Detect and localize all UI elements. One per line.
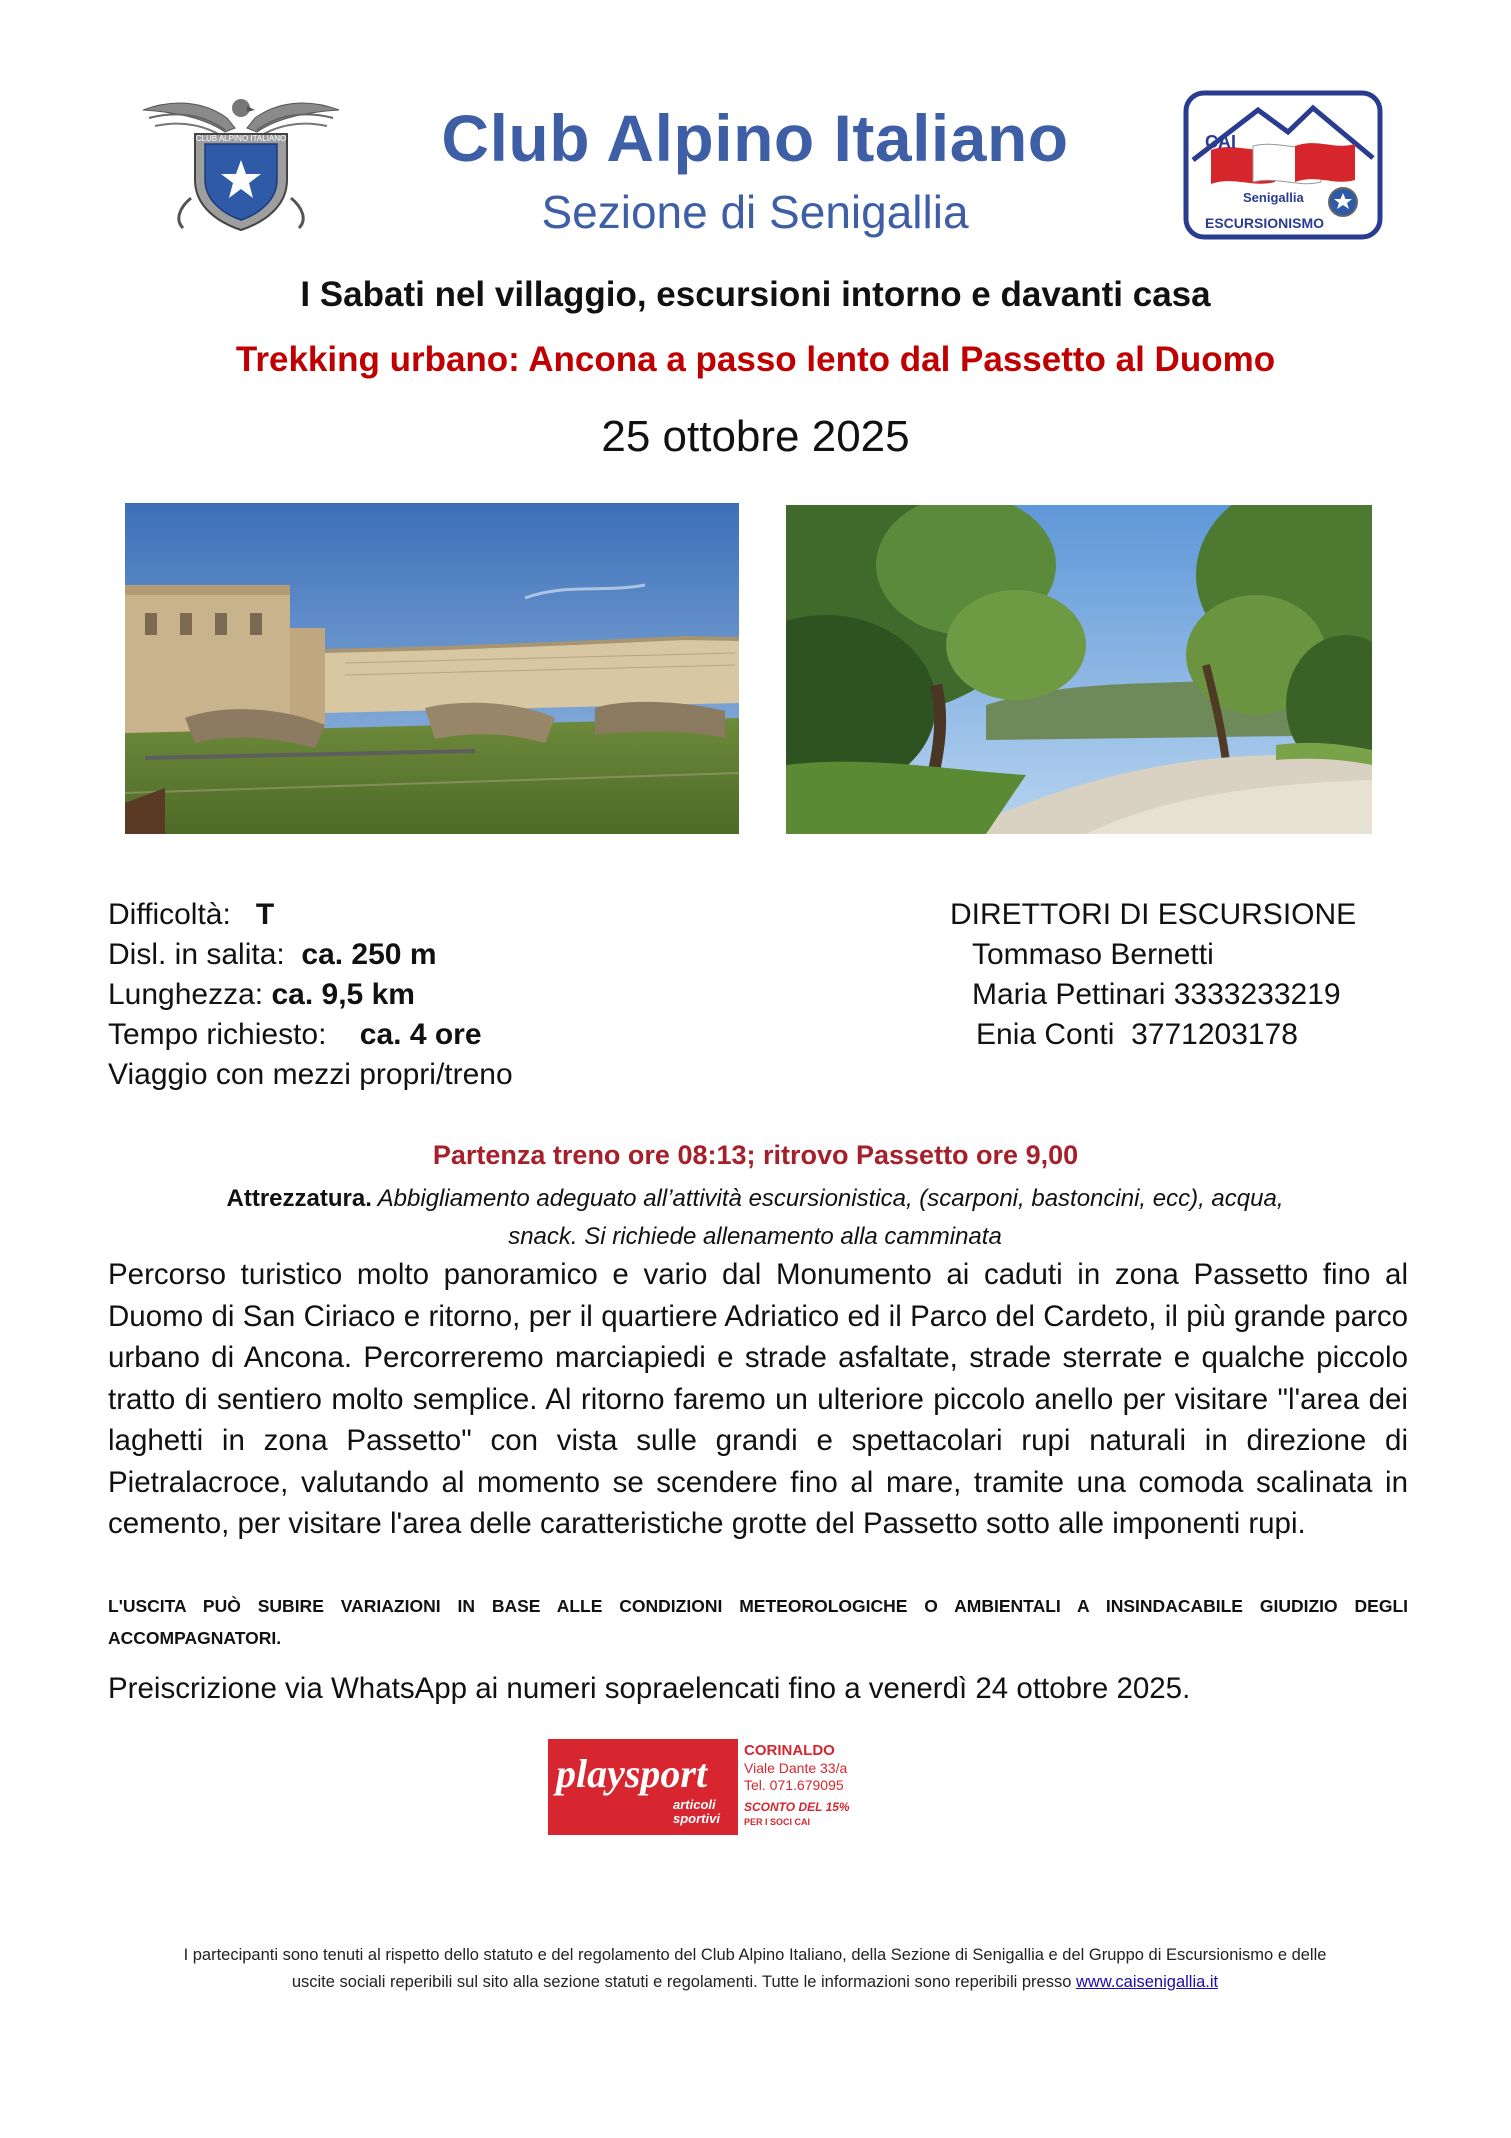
time-value: ca. 4 ore xyxy=(359,1018,482,1051)
page-title: Club Alpino Italiano xyxy=(441,101,1069,175)
meeting-info: Partenza treno ore 08:13; ritrovo Passetto ore 9,00 xyxy=(432,1140,1079,1170)
director-3: Enia Conti 3771203178 xyxy=(976,1018,1298,1051)
svg-text:CLUB ALPINO ITALIANO: CLUB ALPINO ITALIANO xyxy=(195,134,287,143)
director-2: Maria Pettinari 3333233219 xyxy=(972,978,1341,1011)
difficulty-label: Difficoltà: xyxy=(108,898,231,931)
director-1: Tommaso Bernetti xyxy=(972,938,1214,971)
directors-heading: DIRETTORI DI ESCURSIONE xyxy=(950,898,1357,931)
equipment-text: Abbigliamento adeguato all’attività escursionistica, (scarponi, bastoncini, ecc), acqua, xyxy=(377,1185,1284,1212)
equipment-label: Attrezzatura. xyxy=(226,1185,372,1212)
length-row xyxy=(108,975,808,1015)
elevation-value: ca. 250 m xyxy=(301,938,437,971)
event-title: Trekking urbano: Ancona a passo lento dal Passetto al Duomo xyxy=(235,340,1276,379)
svg-text:Viale Dante 33/a: Viale Dante 33/a xyxy=(744,1760,848,1776)
svg-text:Tel. 071.679095: Tel. 071.679095 xyxy=(744,1777,844,1793)
time-row xyxy=(108,1015,808,1055)
route-description: Percorso turistico molto panoramico e vario dal Monumento ai caduti in zona Passetto fino al Duomo di San Ciriaco e ritorno, per il quartiere Adriatico ed il Parco del Cardeto, il più grande parco urbano di Ancona. Percorreremo marciapiedi e strade asfaltate, strade sterrate e qualche piccolo tratto di sentiero molto semplice. Al ritorno faremo un ulteriore piccolo anello per visitare "l'area dei laghetti in zona Passetto" con vista sulle grandi e spettacolari rupi naturali in direzione di Pietralacroce, valutando al momento se scendere fino al mare, tramite una comoda scalinata in cemento, per visitare l'area delle caratteristiche grotte del Passetto sotto alle imponenti rupi. xyxy=(108,1258,1408,1540)
cai-escursionismo-logo xyxy=(1183,90,1383,240)
difficulty-value: T xyxy=(255,898,275,931)
event-series: I Sabati nel villaggio, escursioni intorno e davanti casa xyxy=(300,275,1211,314)
footer-line-1: I partecipanti sono tenuti al rispetto dello statuto e del regolamento del Club Alpino Italiano, della Sezione di Senigallia e del Gruppo di Escursionismo e delle xyxy=(183,1946,1327,1964)
footer-line-2 xyxy=(110,1969,1400,1996)
sponsor-playsport-logo xyxy=(548,1739,888,1835)
registration-info: Preiscrizione via WhatsApp ai numeri sopraelencati fino a venerdì 24 ottobre 2025. xyxy=(108,1672,1191,1705)
svg-text:sportivi: sportivi xyxy=(673,1811,720,1826)
travel-info: Viaggio con mezzi propri/treno xyxy=(108,1058,513,1091)
difficulty-row xyxy=(108,895,808,935)
website-link[interactable]: www.caisenigallia.it xyxy=(1075,1973,1219,1991)
svg-text:articoli: articoli xyxy=(673,1797,716,1812)
elevation-label: Disl. in salita: xyxy=(108,938,285,971)
svg-text:playsport: playsport xyxy=(556,1751,708,1796)
svg-text:ESCURSIONISMO: ESCURSIONISMO xyxy=(1205,215,1325,231)
page-subtitle: Sezione di Senigallia xyxy=(541,186,969,238)
svg-text:SCONTO DEL 15%: SCONTO DEL 15% xyxy=(744,1800,850,1814)
svg-text:PER I SOCI CAI: PER I SOCI CAI xyxy=(744,1817,811,1827)
svg-text:Senigallia: Senigallia xyxy=(1243,190,1304,205)
excursion-details xyxy=(108,895,808,1095)
photo-ruins-and-walls xyxy=(125,503,739,834)
photo-trees-and-path xyxy=(786,505,1372,834)
svg-text:CAI: CAI xyxy=(1205,132,1236,152)
time-label: Tempo richiesto: xyxy=(108,1018,327,1051)
elevation-row xyxy=(108,935,808,975)
length-label: Lunghezza: xyxy=(108,978,264,1011)
weather-warning: L'USCITA PUÒ SUBIRE VARIAZIONI IN BASE ALLE CONDIZIONI METEOROLOGICHE O AMBIENTALI A INSINDACABILE GIUDIZIO DEGLI ACCOMPAGNATORI. xyxy=(108,1596,1408,1648)
equipment-info xyxy=(120,1180,1390,1256)
length-value: ca. 9,5 km xyxy=(271,978,415,1011)
equipment-text-2: snack. Si richiede allenamento alla camminata xyxy=(508,1223,1002,1250)
footer-note xyxy=(110,1942,1400,1996)
footer-line-2-text: uscite sociali reperibili sul sito alla sezione statuti e regolamenti. Tutte le informazioni sono reperibili presso xyxy=(291,1973,1076,1991)
directors-block xyxy=(950,895,1450,1055)
event-date: 25 ottobre 2025 xyxy=(601,412,910,461)
svg-text:CORINALDO: CORINALDO xyxy=(744,1742,835,1759)
